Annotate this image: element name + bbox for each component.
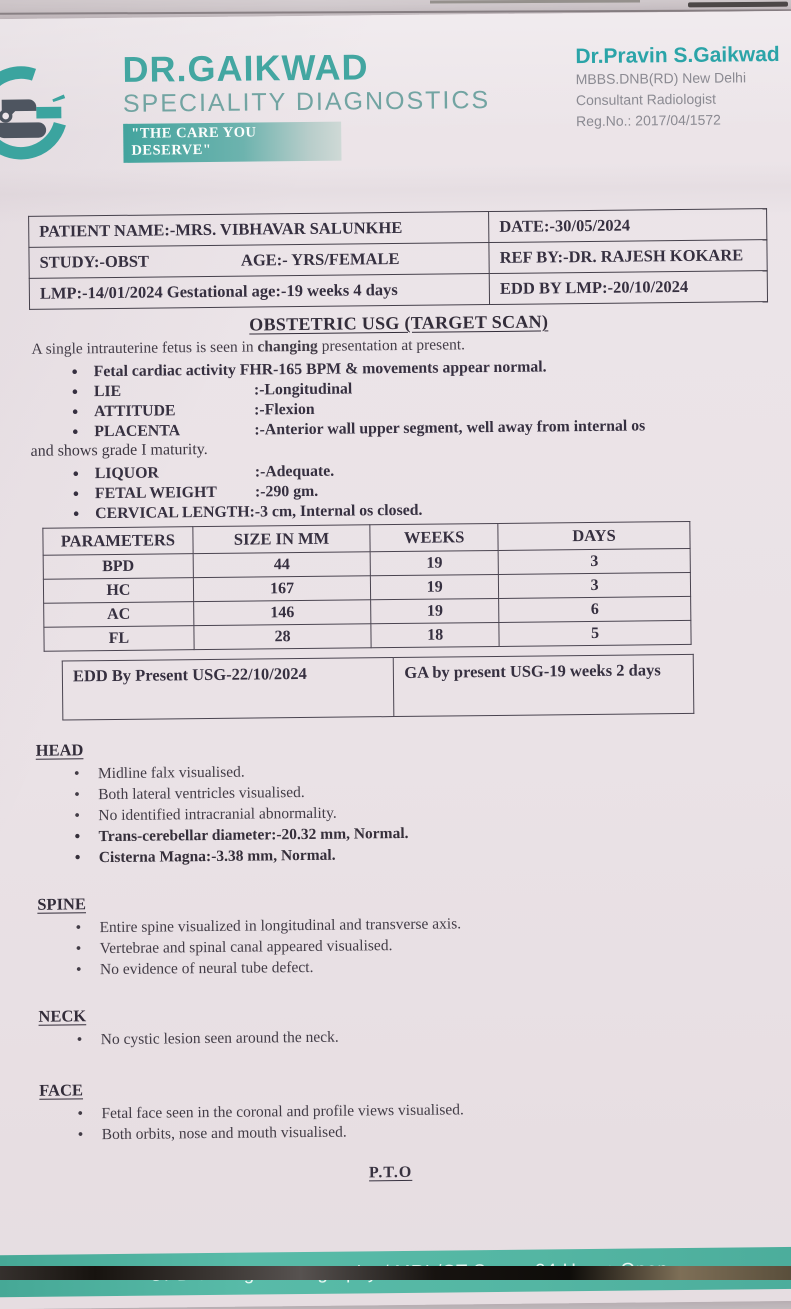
patient-info-table [28, 208, 768, 310]
list-item: • Vertebrae and spinal canal appeared visualised. [36, 931, 775, 960]
days: 6 [499, 597, 691, 623]
lmp-gestational-age: LMP:-14/01/2024 Gestational age:-19 weeks 4 days [29, 274, 489, 310]
finding-label: LIE [93, 383, 122, 401]
column-header: DAYS [498, 522, 690, 551]
section-heading: FACE [39, 1080, 84, 1101]
section-heading: HEAD [35, 740, 84, 761]
section-spine [35, 887, 775, 981]
section-heading: NECK [38, 1006, 87, 1027]
list-item: • No evidence of neural tube defect. [36, 952, 775, 981]
doctor-name: Dr.Pravin S.Gaikwad [575, 42, 780, 69]
age-sex: AGE:- YRS/FEMALE [240, 249, 400, 270]
finding-value: :-290 gm. [254, 483, 319, 501]
parameter: BPD [43, 554, 193, 580]
list-item: • Cisterna Magna:-3.38 mm, Normal. [35, 840, 774, 869]
intro-line [31, 333, 768, 359]
pto-note: P.T.O [368, 1164, 413, 1182]
photo-background-bottom [0, 1266, 791, 1280]
weeks: 19 [371, 599, 499, 624]
edd-by-usg: EDD By Present USG-22/10/2024 [62, 658, 394, 720]
section-bullets [34, 756, 774, 869]
section-face [37, 1073, 777, 1146]
finding-label: FETAL WEIGHT [94, 484, 217, 503]
list-item: • Both orbits, nose and mouth visualised. [38, 1117, 777, 1146]
background-object-line [430, 0, 640, 4]
size-mm: 167 [193, 576, 371, 602]
intro-post: presentation at present. [317, 336, 466, 356]
report-content [0, 11, 791, 1309]
table-row [62, 655, 694, 721]
weeks: 18 [371, 623, 499, 648]
findings-list [30, 355, 770, 443]
brand-name: DR.GAIKWAD [122, 46, 369, 90]
letterhead [26, 31, 780, 164]
finding-value: :-Longitudinal [253, 380, 353, 399]
edd-box [62, 654, 695, 721]
study: STUDY:-OBST [39, 251, 150, 272]
column-header: WEEKS [370, 524, 498, 552]
days: 3 [498, 573, 690, 599]
doctor-designation: Consultant Radiologist [575, 90, 717, 109]
column-header: SIZE IN MM [193, 525, 371, 554]
list-item: • Fetal cardiac activity FHR-165 BPM & movements appear normal. [30, 355, 769, 383]
list-item: • CERVICAL LENGTH:-3 cm, Internal os closed. [31, 497, 770, 525]
findings-list [31, 457, 771, 525]
intro-pre: A single intrauterine fetus is seen in [31, 338, 258, 359]
size-mm: 28 [194, 624, 372, 650]
patient-name: PATIENT NAME:-MRS. VIBHAVAR SALUNKHE [29, 212, 489, 248]
study-and-age [29, 243, 489, 279]
list-item: • Fetal face seen in the coronal and profile views visualised. [37, 1096, 776, 1125]
list-item: • No cystic lesion seen around the neck. [37, 1022, 776, 1051]
background-object-bar [688, 2, 788, 8]
report-title: OBSTETRIC USG (TARGET SCAN) [249, 311, 549, 335]
list-item: • No identified intracranial abnormality. [34, 798, 773, 827]
section-head [34, 733, 774, 869]
clinic-logo-icon [0, 64, 70, 161]
edd-by-lmp: EDD BY LMP:-20/10/2024 [489, 271, 767, 305]
weeks: 19 [371, 575, 499, 600]
list-item: • Trans-cerebellar diameter:-20.32 mm, Normal. [34, 819, 773, 848]
finding-label: ATTITUDE [94, 402, 176, 421]
brand-subtitle: SPECIALITY DIAGNOSTICS [122, 86, 491, 118]
doctor-info [575, 42, 791, 132]
intro-bold: changing [257, 338, 318, 356]
placenta-continuation: and shows grade I maturity. [30, 441, 208, 461]
parameter: HC [43, 578, 193, 604]
finding-value: :-Anterior wall upper segment, well away from internal os [254, 417, 646, 439]
column-header: PARAMETERS [43, 527, 193, 556]
section-bullets [35, 910, 775, 981]
finding-label: PLACENTA [94, 422, 181, 441]
finding-label: LIQUOR [94, 464, 159, 483]
parameter: AC [44, 602, 194, 628]
section-heading: SPINE [37, 894, 87, 915]
report-paper [0, 11, 791, 1309]
section-bullets [37, 1096, 776, 1146]
doctor-registration: Reg.No.: 2017/04/1572 [576, 111, 721, 130]
list-item: • Entire spine visualized in longitudinal and transverse axis. [35, 910, 774, 939]
biometry-table [42, 521, 691, 652]
referred-by: REF BY:-DR. RAJESH KOKARE [489, 240, 767, 274]
size-mm: 44 [193, 552, 371, 578]
doctor-qualification: MBBS.DNB(RD) New Delhi [575, 69, 747, 88]
list-item: • Both lateral ventricles visualised. [34, 777, 773, 806]
finding-value: :-Flexion [254, 401, 315, 419]
finding-value: :-Adequate. [254, 462, 335, 481]
weeks: 19 [370, 551, 498, 576]
days: 5 [499, 621, 691, 647]
days: 3 [498, 549, 690, 575]
section-neck [36, 999, 775, 1051]
ga-by-usg: GA by present USG-19 weeks 2 days [394, 655, 694, 717]
table-row [29, 271, 767, 310]
list-item: • Midline falx visualised. [34, 756, 773, 785]
size-mm: 146 [193, 600, 371, 626]
section-bullets [37, 1022, 776, 1051]
brand-tagline: "THE CARE YOU DESERVE" [123, 122, 341, 163]
parameter: FL [44, 626, 194, 652]
report-date: DATE:-30/05/2024 [489, 209, 767, 243]
